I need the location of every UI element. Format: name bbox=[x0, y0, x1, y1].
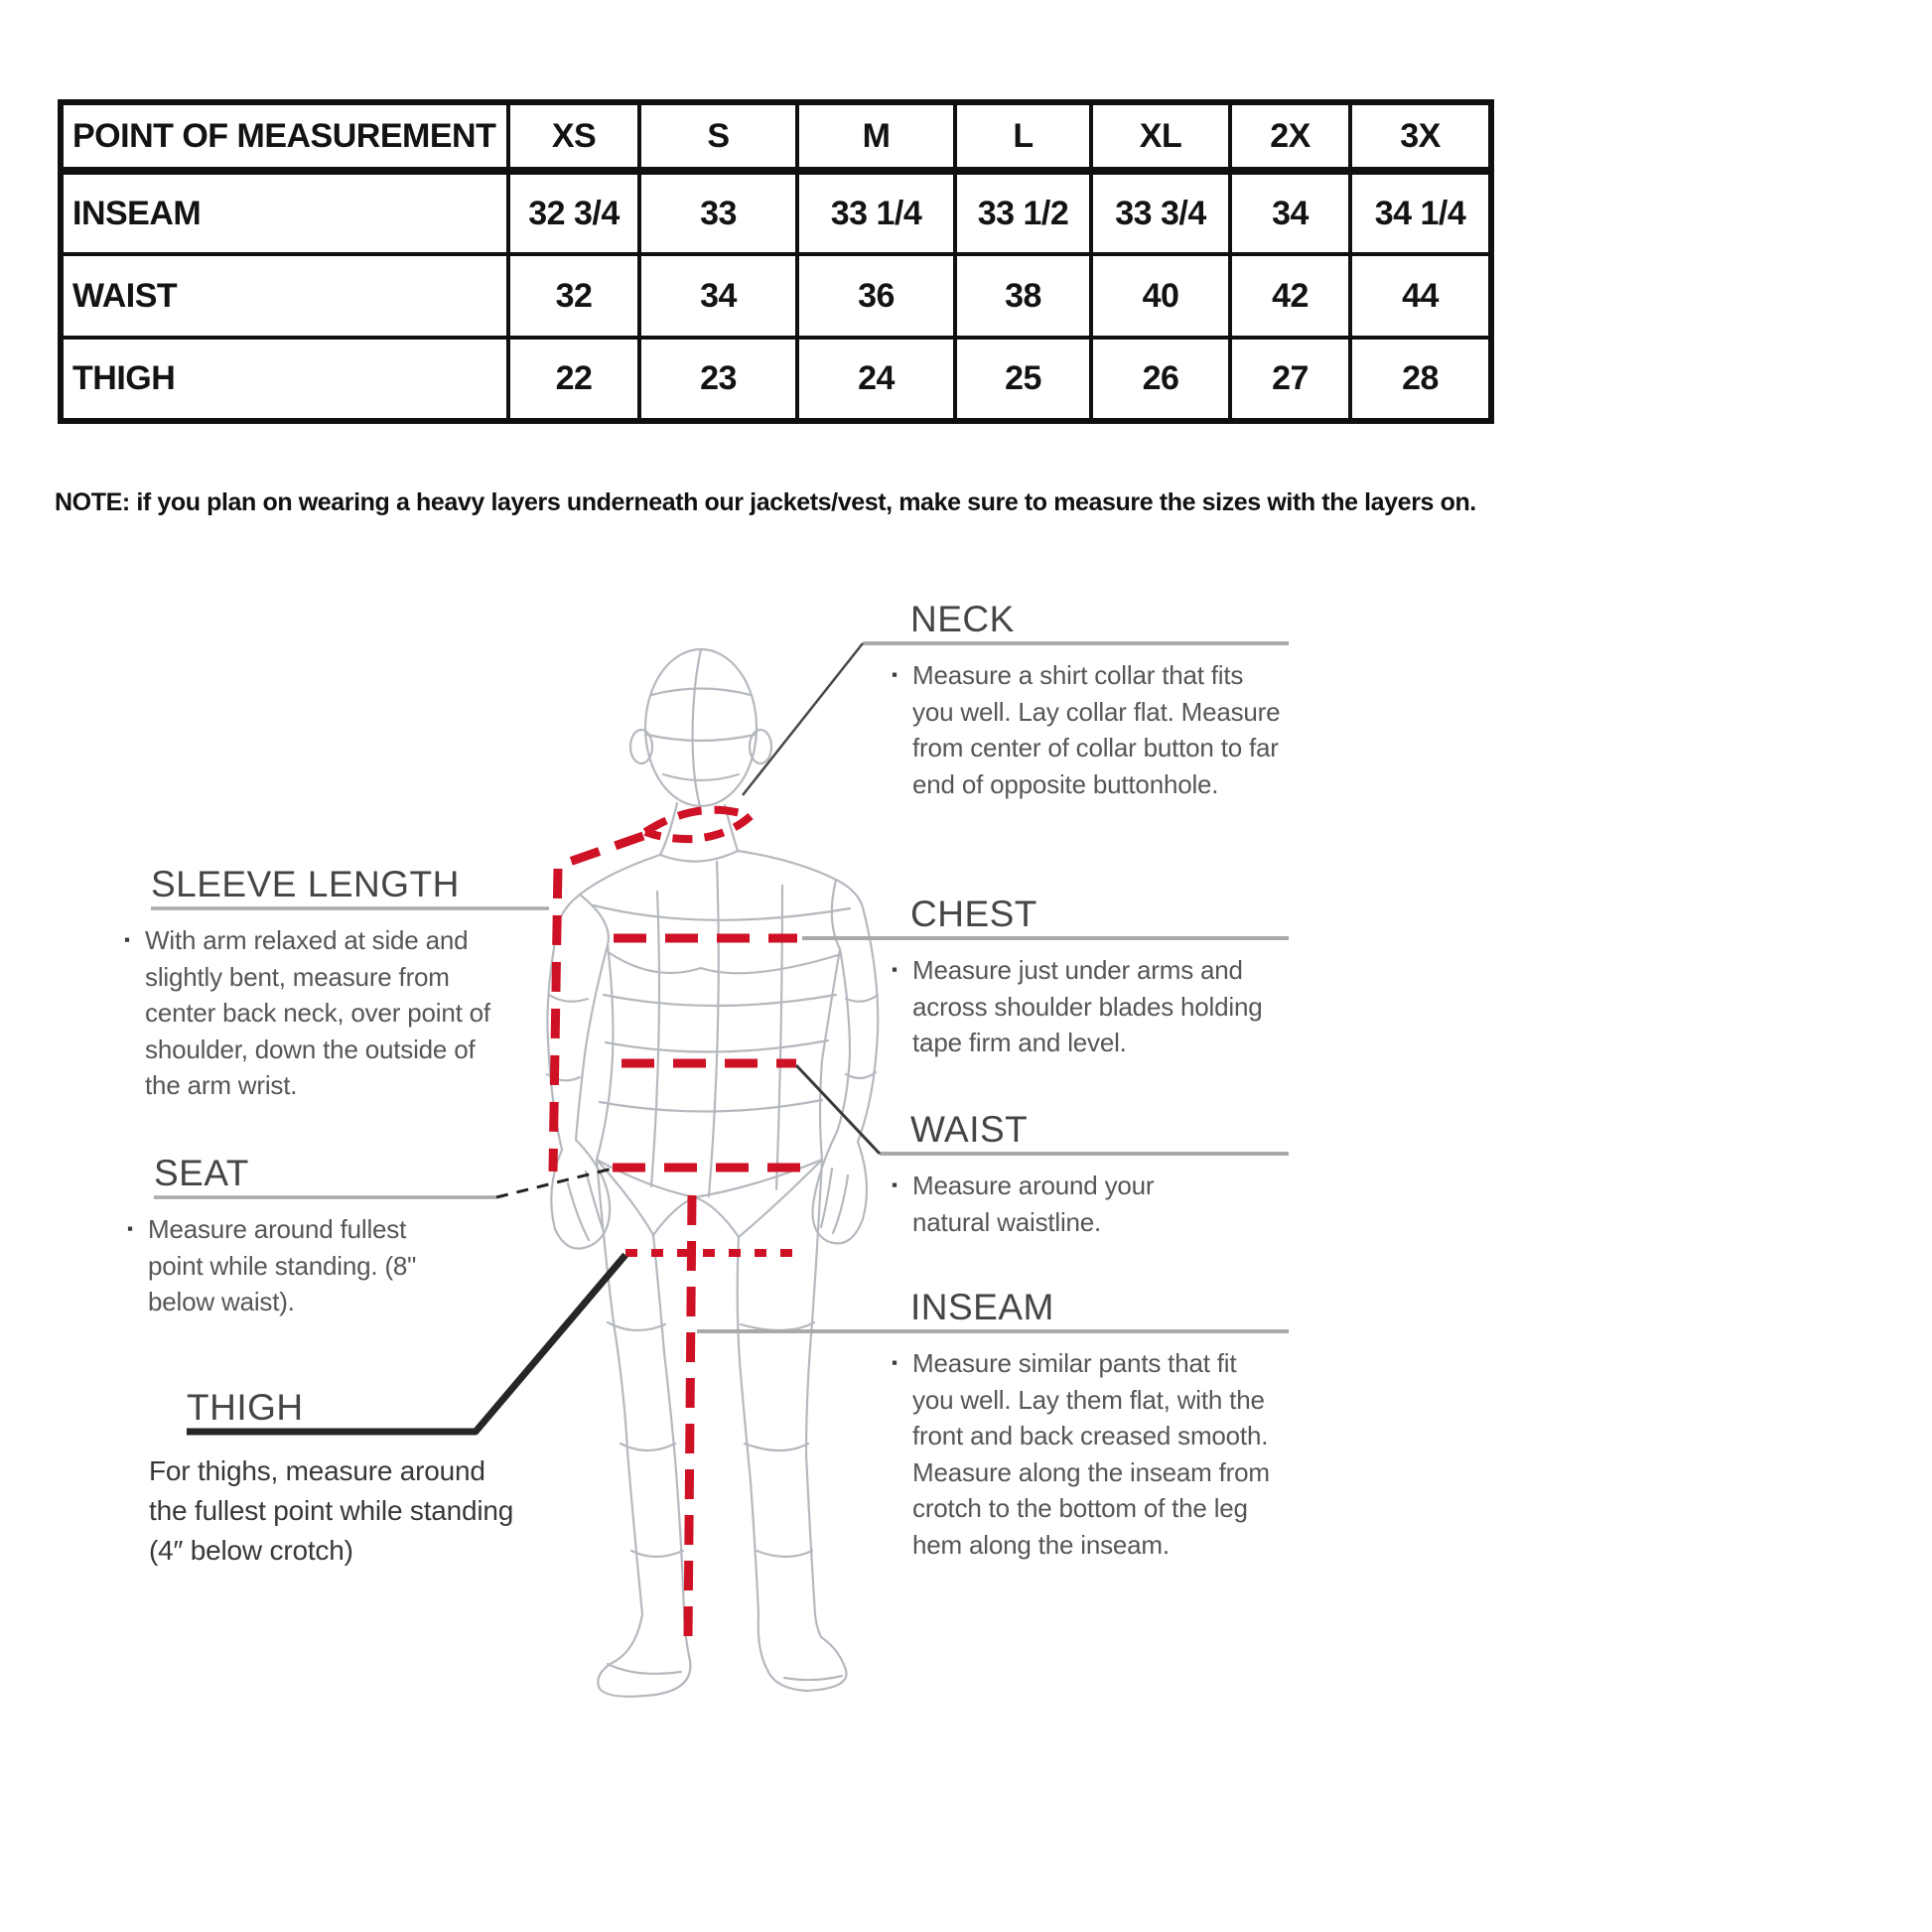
neck-title: NECK bbox=[910, 599, 1015, 639]
size-value-cell: 33 bbox=[639, 171, 797, 254]
thigh-title: THIGH bbox=[187, 1387, 304, 1428]
waist-title: WAIST bbox=[910, 1109, 1029, 1150]
size-value-cell: 25 bbox=[955, 338, 1091, 421]
size-value-cell: 23 bbox=[639, 338, 797, 421]
neck-label bbox=[892, 598, 1289, 802]
row-label: INSEAM bbox=[61, 171, 508, 254]
size-value-cell: 34 1/4 bbox=[1350, 171, 1491, 254]
size-value-cell: 36 bbox=[797, 254, 955, 338]
neck-description: Measure a shirt collar that fits you well. Lay collar flat. Measure from center of collar button to far end of opposite buttonhole. bbox=[912, 660, 1281, 799]
sleeve-length-title: SLEEVE LENGTH bbox=[151, 864, 460, 904]
column-header: POINT OF MEASUREMENT bbox=[61, 102, 508, 171]
row-label: WAIST bbox=[61, 254, 508, 338]
seat-label bbox=[127, 1152, 504, 1320]
bullet-icon: ▪ bbox=[127, 1219, 134, 1238]
inseam-label bbox=[892, 1286, 1299, 1563]
size-value-cell: 27 bbox=[1230, 338, 1350, 421]
seat-description: Measure around fullest point while standing. (8" below waist). bbox=[148, 1214, 417, 1316]
column-header: L bbox=[955, 102, 1091, 171]
size-value-cell: 28 bbox=[1350, 338, 1491, 421]
sleeve-length-label bbox=[124, 863, 551, 1104]
inseam-measure-line bbox=[688, 1195, 692, 1638]
bullet-icon: ▪ bbox=[892, 960, 898, 979]
bullet-icon: ▪ bbox=[124, 930, 131, 949]
thigh-label bbox=[149, 1386, 546, 1571]
sleeve-measure-line bbox=[553, 836, 643, 1172]
bullet-icon: ▪ bbox=[892, 1175, 898, 1194]
size-value-cell: 24 bbox=[797, 338, 955, 421]
inseam-title: INSEAM bbox=[910, 1287, 1054, 1327]
size-value-cell: 33 3/4 bbox=[1091, 171, 1230, 254]
column-header: XS bbox=[508, 102, 639, 171]
chest-description: Measure just under arms and across shoulder blades holding tape firm and level. bbox=[912, 955, 1263, 1057]
size-value-cell: 38 bbox=[955, 254, 1091, 338]
size-value-cell: 34 bbox=[1230, 171, 1350, 254]
waist-label bbox=[892, 1108, 1269, 1240]
size-value-cell: 32 bbox=[508, 254, 639, 338]
bullet-icon: ▪ bbox=[892, 1353, 898, 1372]
size-value-cell: 26 bbox=[1091, 338, 1230, 421]
column-header: 3X bbox=[1350, 102, 1491, 171]
inseam-description: Measure similar pants that fit you well. Lay them flat, with the front and back creased smooth. Measure along the inseam from crotch to the bottom of the leg hem along the inseam. bbox=[912, 1348, 1270, 1560]
row-label: THIGH bbox=[61, 338, 508, 421]
column-header: M bbox=[797, 102, 955, 171]
size-value-cell: 42 bbox=[1230, 254, 1350, 338]
neck-leader-line bbox=[743, 643, 863, 795]
chest-label bbox=[892, 893, 1289, 1061]
sleeve-length-description: With arm relaxed at side and slightly bent, measure from center back neck, over point of shoulder, down the outside of the arm wrist. bbox=[145, 925, 490, 1100]
thigh-description: For thighs, measure around the fullest point while standing (4″ below crotch) bbox=[149, 1455, 514, 1566]
size-value-cell: 33 1/2 bbox=[955, 171, 1091, 254]
size-value-cell: 33 1/4 bbox=[797, 171, 955, 254]
column-header: S bbox=[639, 102, 797, 171]
column-header: 2X bbox=[1230, 102, 1350, 171]
column-header: XL bbox=[1091, 102, 1230, 171]
chest-title: CHEST bbox=[910, 894, 1037, 934]
size-value-cell: 44 bbox=[1350, 254, 1491, 338]
size-value-cell: 40 bbox=[1091, 254, 1230, 338]
size-value-cell: 22 bbox=[508, 338, 639, 421]
bullet-icon: ▪ bbox=[892, 665, 898, 684]
seat-title: SEAT bbox=[154, 1153, 249, 1193]
waist-description: Measure around your natural waistline. bbox=[912, 1171, 1155, 1237]
neck-collar-line bbox=[645, 810, 751, 832]
body-wireframe bbox=[547, 649, 878, 1697]
layering-note: NOTE: if you plan on wearing a heavy layers underneath our jackets/vest, make sure to measure the sizes with the layers on. bbox=[55, 488, 1476, 516]
size-value-cell: 32 3/4 bbox=[508, 171, 639, 254]
size-value-cell: 34 bbox=[639, 254, 797, 338]
